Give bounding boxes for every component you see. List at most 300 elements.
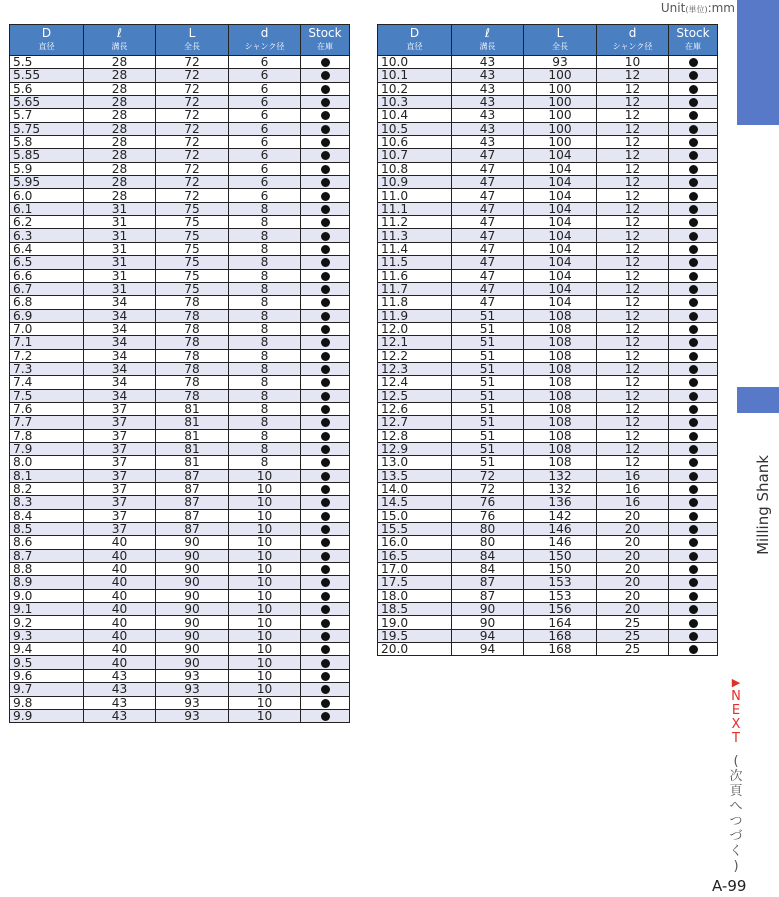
cell-stock (669, 469, 718, 482)
cell-flute-length: 47 (452, 162, 524, 175)
cell-shank-diameter: 20 (597, 549, 669, 562)
cell-flute-length: 31 (84, 282, 156, 295)
unit-prefix: Unit (660, 1, 686, 15)
cell-shank-diameter: 25 (597, 616, 669, 629)
cell-stock (301, 162, 350, 175)
cell-overall-length: 90 (156, 603, 229, 616)
cell-shank-diameter: 12 (597, 336, 669, 349)
table-row (10, 229, 350, 242)
cell-overall-length: 93 (156, 709, 229, 722)
spec-table-left (9, 24, 350, 723)
table-row (10, 643, 350, 656)
cell-stock (669, 576, 718, 589)
cell-diameter: 6.1 (10, 202, 84, 215)
table-row (10, 96, 350, 109)
cell-diameter: 18.5 (378, 603, 452, 616)
cell-overall-length: 104 (524, 282, 597, 295)
col-header-stock: Stock 在庫 (301, 25, 350, 56)
cell-stock (301, 122, 350, 135)
in-stock-dot-icon (321, 111, 330, 120)
cell-stock (301, 389, 350, 402)
cell-diameter: 9.6 (10, 669, 84, 682)
cell-flute-length: 43 (84, 696, 156, 709)
in-stock-dot-icon (321, 218, 330, 227)
cell-shank-diameter: 12 (597, 442, 669, 455)
col-header-shank-diameter: d シャンク径 (597, 25, 669, 56)
cell-shank-diameter: 12 (597, 189, 669, 202)
cell-stock (669, 603, 718, 616)
in-stock-dot-icon (689, 272, 698, 281)
cell-overall-length: 142 (524, 509, 597, 522)
col-header-diameter: D 直径 (378, 25, 452, 56)
cell-stock (301, 69, 350, 82)
in-stock-dot-icon (689, 619, 698, 628)
table-row (378, 616, 718, 629)
cell-stock (301, 456, 350, 469)
next-arrow-icon: ▶ (731, 676, 741, 689)
table-row (10, 82, 350, 95)
section-label: Milling Shank (754, 455, 772, 555)
cell-shank-diameter: 12 (597, 69, 669, 82)
cell-shank-diameter: 8 (229, 282, 301, 295)
cell-flute-length: 40 (84, 656, 156, 669)
table-row (378, 82, 718, 95)
cell-diameter: 13.0 (378, 456, 452, 469)
cell-shank-diameter: 12 (597, 429, 669, 442)
cell-stock (301, 536, 350, 549)
cell-shank-diameter: 20 (597, 536, 669, 549)
cell-shank-diameter: 12 (597, 256, 669, 269)
cell-diameter: 7.3 (10, 362, 84, 375)
cell-stock (301, 669, 350, 682)
cell-shank-diameter: 10 (229, 669, 301, 682)
spec-table-right (377, 24, 718, 656)
cell-overall-length: 81 (156, 456, 229, 469)
table-row (378, 122, 718, 135)
in-stock-dot-icon (321, 565, 330, 574)
cell-shank-diameter: 10 (229, 523, 301, 536)
in-stock-dot-icon (321, 445, 330, 454)
cell-overall-length: 168 (524, 643, 597, 656)
cell-flute-length: 87 (452, 576, 524, 589)
cell-shank-diameter: 10 (229, 509, 301, 522)
cell-shank-diameter: 8 (229, 242, 301, 255)
table-row (10, 176, 350, 189)
table-row (378, 56, 718, 69)
cell-overall-length: 81 (156, 402, 229, 415)
cell-shank-diameter: 16 (597, 483, 669, 496)
cell-overall-length: 108 (524, 336, 597, 349)
cell-flute-length: 34 (84, 389, 156, 402)
cell-flute-length: 37 (84, 429, 156, 442)
table-row (10, 656, 350, 669)
cell-stock (301, 269, 350, 282)
cell-flute-length: 37 (84, 402, 156, 415)
table-row (10, 336, 350, 349)
cell-flute-length: 31 (84, 202, 156, 215)
cell-stock (669, 549, 718, 562)
cell-diameter: 7.7 (10, 416, 84, 429)
cell-shank-diameter: 10 (229, 696, 301, 709)
cell-stock (301, 696, 350, 709)
cell-shank-diameter: 8 (229, 229, 301, 242)
table-row (10, 669, 350, 682)
in-stock-dot-icon (321, 285, 330, 294)
table-row (10, 576, 350, 589)
cell-flute-length: 51 (452, 442, 524, 455)
cell-shank-diameter: 12 (597, 109, 669, 122)
col-header-overall-length: L 全長 (156, 25, 229, 56)
cell-diameter: 12.5 (378, 389, 452, 402)
cell-stock (669, 189, 718, 202)
cell-shank-diameter: 12 (597, 82, 669, 95)
cell-diameter: 11.5 (378, 256, 452, 269)
table-row (10, 429, 350, 442)
unit-suffix: :mm (707, 1, 735, 15)
col-header-overall-length: L 全長 (524, 25, 597, 56)
in-stock-dot-icon (689, 125, 698, 134)
cell-flute-length: 80 (452, 523, 524, 536)
cell-flute-length: 28 (84, 136, 156, 149)
cell-flute-length: 31 (84, 229, 156, 242)
in-stock-dot-icon (689, 432, 698, 441)
cell-shank-diameter: 8 (229, 296, 301, 309)
col-header-stock: Stock 在庫 (669, 25, 718, 56)
cell-diameter: 20.0 (378, 643, 452, 656)
cell-diameter: 17.0 (378, 563, 452, 576)
in-stock-dot-icon (689, 565, 698, 574)
next-letter: X (731, 717, 741, 732)
cell-diameter: 12.0 (378, 322, 452, 335)
in-stock-dot-icon (689, 418, 698, 427)
table-row (378, 643, 718, 656)
cell-overall-length: 93 (156, 696, 229, 709)
cell-shank-diameter: 10 (229, 603, 301, 616)
cell-diameter: 8.8 (10, 563, 84, 576)
cell-overall-length: 72 (156, 189, 229, 202)
cell-overall-length: 104 (524, 189, 597, 202)
cell-stock (301, 629, 350, 642)
cell-diameter: 12.7 (378, 416, 452, 429)
in-stock-dot-icon (689, 392, 698, 401)
cell-overall-length: 75 (156, 229, 229, 242)
cell-diameter: 11.3 (378, 229, 452, 242)
cell-flute-length: 37 (84, 456, 156, 469)
cell-diameter: 9.7 (10, 683, 84, 696)
cell-stock (669, 456, 718, 469)
cell-overall-length: 108 (524, 376, 597, 389)
cell-stock (301, 296, 350, 309)
cell-diameter: 7.9 (10, 442, 84, 455)
in-stock-dot-icon (689, 645, 698, 654)
cell-stock (669, 589, 718, 602)
cell-diameter: 11.2 (378, 216, 452, 229)
cell-shank-diameter: 20 (597, 576, 669, 589)
cell-shank-diameter: 20 (597, 589, 669, 602)
table-row (10, 362, 350, 375)
in-stock-dot-icon (321, 272, 330, 281)
cell-flute-length: 28 (84, 162, 156, 175)
cell-overall-length: 75 (156, 242, 229, 255)
cell-flute-length: 34 (84, 336, 156, 349)
cell-overall-length: 78 (156, 296, 229, 309)
cell-stock (301, 376, 350, 389)
cell-stock (669, 162, 718, 175)
cell-overall-length: 78 (156, 389, 229, 402)
cell-overall-length: 90 (156, 589, 229, 602)
cell-shank-diameter: 12 (597, 322, 669, 335)
table-row (10, 122, 350, 135)
in-stock-dot-icon (321, 232, 330, 241)
in-stock-dot-icon (321, 178, 330, 187)
cell-overall-length: 87 (156, 496, 229, 509)
cell-flute-length: 28 (84, 189, 156, 202)
next-letter: T (732, 731, 740, 746)
cell-diameter: 12.1 (378, 336, 452, 349)
cell-diameter: 10.7 (378, 149, 452, 162)
cell-stock (301, 362, 350, 375)
cell-shank-diameter: 6 (229, 176, 301, 189)
cell-shank-diameter: 10 (229, 496, 301, 509)
table-row (10, 709, 350, 722)
cell-flute-length: 40 (84, 589, 156, 602)
next-jp-char: へ (729, 799, 743, 814)
cell-flute-length: 51 (452, 362, 524, 375)
section-tab-marker (737, 387, 779, 413)
table-row (10, 202, 350, 215)
cell-flute-length: 31 (84, 256, 156, 269)
cell-diameter: 12.8 (378, 429, 452, 442)
cell-stock (301, 229, 350, 242)
cell-diameter: 10.8 (378, 162, 452, 175)
cell-diameter: 5.6 (10, 82, 84, 95)
cell-overall-length: 132 (524, 469, 597, 482)
next-letter: E (731, 703, 741, 718)
cell-shank-diameter: 10 (229, 589, 301, 602)
in-stock-dot-icon (689, 312, 698, 321)
cell-overall-length: 164 (524, 616, 597, 629)
cell-shank-diameter: 10 (229, 709, 301, 722)
cell-shank-diameter: 6 (229, 109, 301, 122)
cell-diameter: 11.9 (378, 309, 452, 322)
cell-stock (669, 256, 718, 269)
table-row (378, 202, 718, 215)
cell-overall-length: 81 (156, 429, 229, 442)
cell-flute-length: 31 (84, 242, 156, 255)
cell-overall-length: 78 (156, 349, 229, 362)
cell-flute-length: 47 (452, 202, 524, 215)
in-stock-dot-icon (321, 125, 330, 134)
cell-diameter: 8.3 (10, 496, 84, 509)
cell-overall-length: 108 (524, 402, 597, 415)
table-row (378, 523, 718, 536)
cell-diameter: 9.5 (10, 656, 84, 669)
cell-diameter: 7.1 (10, 336, 84, 349)
in-stock-dot-icon (689, 445, 698, 454)
cell-overall-length: 104 (524, 149, 597, 162)
cell-stock (301, 442, 350, 455)
cell-overall-length: 72 (156, 109, 229, 122)
in-stock-dot-icon (321, 672, 330, 681)
cell-shank-diameter: 10 (229, 576, 301, 589)
table-row (10, 469, 350, 482)
cell-stock (301, 136, 350, 149)
cell-shank-diameter: 12 (597, 402, 669, 415)
cell-overall-length: 108 (524, 442, 597, 455)
in-stock-dot-icon (321, 512, 330, 521)
table-row (10, 162, 350, 175)
cell-diameter: 11.1 (378, 202, 452, 215)
cell-overall-length: 87 (156, 483, 229, 496)
cell-overall-length: 100 (524, 96, 597, 109)
cell-stock (669, 149, 718, 162)
cell-overall-length: 72 (156, 162, 229, 175)
cell-flute-length: 51 (452, 389, 524, 402)
table-row (10, 242, 350, 255)
cell-flute-length: 37 (84, 442, 156, 455)
cell-flute-length: 40 (84, 576, 156, 589)
table-row (10, 216, 350, 229)
page-number: A-99 (712, 877, 747, 895)
cell-diameter: 12.2 (378, 349, 452, 362)
in-stock-dot-icon (321, 538, 330, 547)
cell-overall-length: 146 (524, 523, 597, 536)
cell-stock (301, 56, 350, 69)
in-stock-dot-icon (321, 699, 330, 708)
cell-shank-diameter: 16 (597, 496, 669, 509)
in-stock-dot-icon (321, 432, 330, 441)
next-jp-char: つ (729, 814, 743, 829)
next-letter: N (731, 689, 741, 704)
cell-flute-length: 28 (84, 122, 156, 135)
cell-stock (301, 189, 350, 202)
cell-stock (669, 523, 718, 536)
table-row (10, 349, 350, 362)
cell-shank-diameter: 12 (597, 162, 669, 175)
cell-overall-length: 78 (156, 336, 229, 349)
cell-shank-diameter: 8 (229, 402, 301, 415)
cell-flute-length: 72 (452, 469, 524, 482)
cell-diameter: 10.2 (378, 82, 452, 95)
table-row (10, 696, 350, 709)
cell-diameter: 12.6 (378, 402, 452, 415)
in-stock-dot-icon (689, 98, 698, 107)
cell-shank-diameter: 6 (229, 56, 301, 69)
in-stock-dot-icon (689, 498, 698, 507)
cell-shank-diameter: 6 (229, 69, 301, 82)
cell-shank-diameter: 10 (229, 643, 301, 656)
in-stock-dot-icon (321, 659, 330, 668)
cell-diameter: 8.7 (10, 549, 84, 562)
cell-overall-length: 75 (156, 216, 229, 229)
cell-shank-diameter: 10 (229, 563, 301, 576)
cell-diameter: 10.0 (378, 56, 452, 69)
cell-overall-length: 78 (156, 309, 229, 322)
table-row (10, 629, 350, 642)
cell-diameter: 8.9 (10, 576, 84, 589)
cell-stock (301, 549, 350, 562)
table-row (378, 629, 718, 642)
cell-shank-diameter: 6 (229, 122, 301, 135)
cell-shank-diameter: 8 (229, 256, 301, 269)
table-row (10, 442, 350, 455)
in-stock-dot-icon (321, 378, 330, 387)
table-row (10, 69, 350, 82)
cell-overall-length: 104 (524, 229, 597, 242)
cell-overall-length: 90 (156, 549, 229, 562)
cell-flute-length: 43 (84, 709, 156, 722)
cell-stock (669, 629, 718, 642)
cell-diameter: 5.65 (10, 96, 84, 109)
cell-stock (301, 603, 350, 616)
next-page-indicator (729, 676, 743, 874)
cell-flute-length: 94 (452, 629, 524, 642)
cell-flute-length: 47 (452, 256, 524, 269)
cell-stock (669, 122, 718, 135)
table-row (378, 69, 718, 82)
cell-stock (301, 402, 350, 415)
in-stock-dot-icon (321, 71, 330, 80)
cell-overall-length: 104 (524, 202, 597, 215)
table-row (10, 322, 350, 335)
cell-overall-length: 168 (524, 629, 597, 642)
cell-shank-diameter: 10 (229, 536, 301, 549)
cell-flute-length: 76 (452, 509, 524, 522)
table-row (378, 589, 718, 602)
cell-overall-length: 146 (524, 536, 597, 549)
table-row (378, 429, 718, 442)
cell-stock (669, 56, 718, 69)
cell-shank-diameter: 8 (229, 416, 301, 429)
next-jp-char: ( (733, 754, 739, 769)
cell-overall-length: 108 (524, 349, 597, 362)
table-row (10, 616, 350, 629)
cell-stock (669, 616, 718, 629)
table-row (10, 483, 350, 496)
in-stock-dot-icon (689, 111, 698, 120)
cell-stock (301, 216, 350, 229)
cell-diameter: 9.1 (10, 603, 84, 616)
cell-shank-diameter: 20 (597, 523, 669, 536)
cell-shank-diameter: 8 (229, 376, 301, 389)
cell-shank-diameter: 6 (229, 136, 301, 149)
cell-flute-length: 34 (84, 296, 156, 309)
cell-overall-length: 100 (524, 136, 597, 149)
in-stock-dot-icon (321, 151, 330, 160)
cell-flute-length: 76 (452, 496, 524, 509)
cell-shank-diameter: 8 (229, 216, 301, 229)
cell-flute-length: 94 (452, 643, 524, 656)
cell-flute-length: 34 (84, 322, 156, 335)
cell-flute-length: 47 (452, 176, 524, 189)
in-stock-dot-icon (689, 338, 698, 347)
cell-diameter: 11.0 (378, 189, 452, 202)
in-stock-dot-icon (321, 352, 330, 361)
table-row (10, 509, 350, 522)
cell-flute-length: 51 (452, 429, 524, 442)
cell-stock (301, 429, 350, 442)
in-stock-dot-icon (321, 605, 330, 614)
cell-overall-length: 78 (156, 362, 229, 375)
in-stock-dot-icon (321, 338, 330, 347)
cell-stock (301, 469, 350, 482)
cell-flute-length: 40 (84, 549, 156, 562)
cell-stock (301, 149, 350, 162)
cell-diameter: 15.5 (378, 523, 452, 536)
cell-diameter: 8.5 (10, 523, 84, 536)
table-row (10, 589, 350, 602)
cell-diameter: 18.0 (378, 589, 452, 602)
